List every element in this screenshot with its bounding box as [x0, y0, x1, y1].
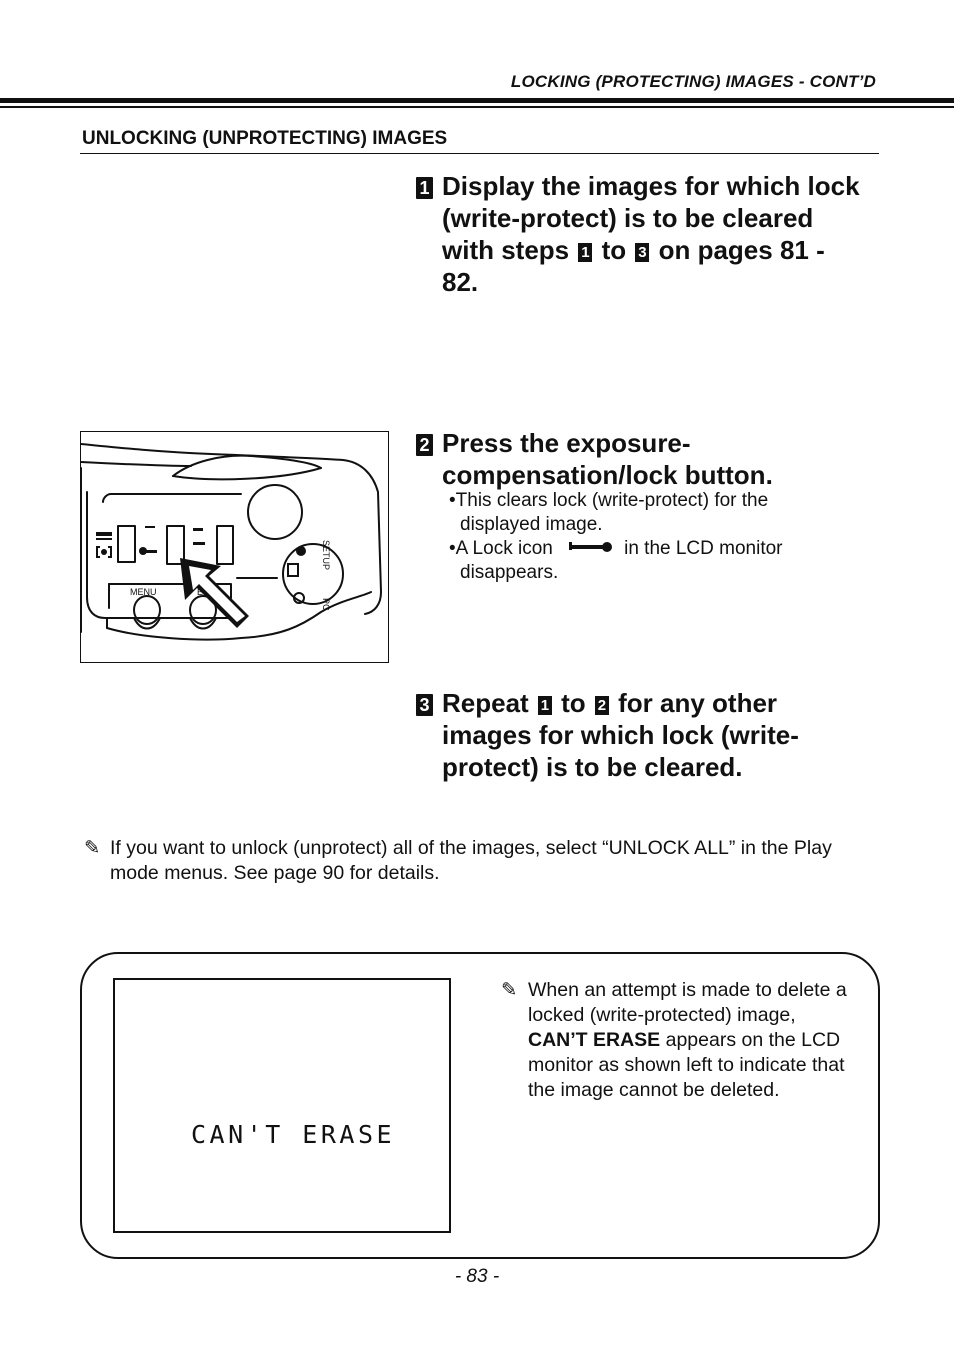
section-rule: [80, 153, 879, 154]
page-number: - 83 -: [454, 1266, 500, 1287]
step-3-number: 3: [416, 694, 433, 716]
step-2-number: 2: [416, 434, 433, 456]
bullet-item: [449, 537, 849, 585]
camera-illustration: [80, 431, 389, 663]
step-3-text: [442, 687, 862, 783]
note-text-bold: CAN’T ERASE: [528, 1029, 661, 1051]
step-ref-3: 3: [635, 243, 649, 262]
step-2-bullets: [449, 489, 849, 585]
pencil-icon: ✎: [84, 837, 101, 859]
note-text-a: When an attempt is made to delete a locked (write-protected) image,: [528, 979, 847, 1026]
step-ref-1: 1: [578, 243, 592, 262]
header-rule-thick: [0, 98, 954, 103]
bullet-item: [449, 489, 849, 537]
bullet-text: in the LCD monitor disappears.: [460, 538, 783, 583]
running-head: LOCKING (PROTECTING) IMAGES - CONT’D: [510, 72, 876, 91]
header-rule-thin: [0, 106, 954, 108]
dial-label-pc: PC: [321, 598, 331, 611]
bullet-text: This clears lock (write-protect) for the displayed image.: [455, 490, 769, 535]
dial-label-setup: SETUP: [321, 540, 331, 571]
section-title: UNLOCKING (UNPROTECTING) IMAGES: [82, 128, 448, 149]
bullet-mark: •: [449, 538, 456, 559]
step-1-text-b: to: [594, 235, 634, 265]
note-cant-erase: [501, 978, 851, 1101]
step-3-text-b: to: [553, 688, 593, 718]
step-1-number: 1: [416, 177, 433, 199]
step-1-text-a: Display the images for which lock (write-protect) is to be cleared with steps: [442, 171, 860, 265]
note-unlock-all: [84, 836, 874, 884]
lcd-screen: [113, 978, 451, 1233]
step-1-text-c: on pages 81 - 82.: [442, 235, 825, 297]
button-label-menu: MENU: [130, 587, 157, 597]
step-ref-2: 2: [595, 696, 609, 715]
camera-back-drawing: [81, 432, 388, 662]
lock-key-icon: [563, 540, 619, 554]
button-label-erase: E: [197, 587, 204, 597]
step-ref-1: 1: [538, 696, 552, 715]
step-3-text-c: for any other images for which lock (write-protect) is to be cleared.: [442, 688, 799, 782]
pencil-icon: ✎: [501, 979, 518, 1001]
note-unlock-all-text: If you want to unlock (unprotect) all of the images, select “UNLOCK ALL” in the Play mode menus. See page 90 for details.: [110, 837, 832, 884]
note-text-b: appears on the LCD monitor as shown left to indicate that the image cannot be deleted.: [528, 1029, 845, 1101]
lcd-message: CAN'T ERASE: [191, 1120, 396, 1149]
step-1-text: [442, 170, 862, 298]
bullet-text: A Lock icon: [455, 538, 553, 559]
note-cant-erase-text: [528, 978, 848, 1103]
step-3-text-a: Repeat: [442, 688, 536, 718]
bullet-mark: •: [449, 490, 456, 511]
step-2-text: Press the exposure-compensation/lock button.: [442, 428, 773, 490]
